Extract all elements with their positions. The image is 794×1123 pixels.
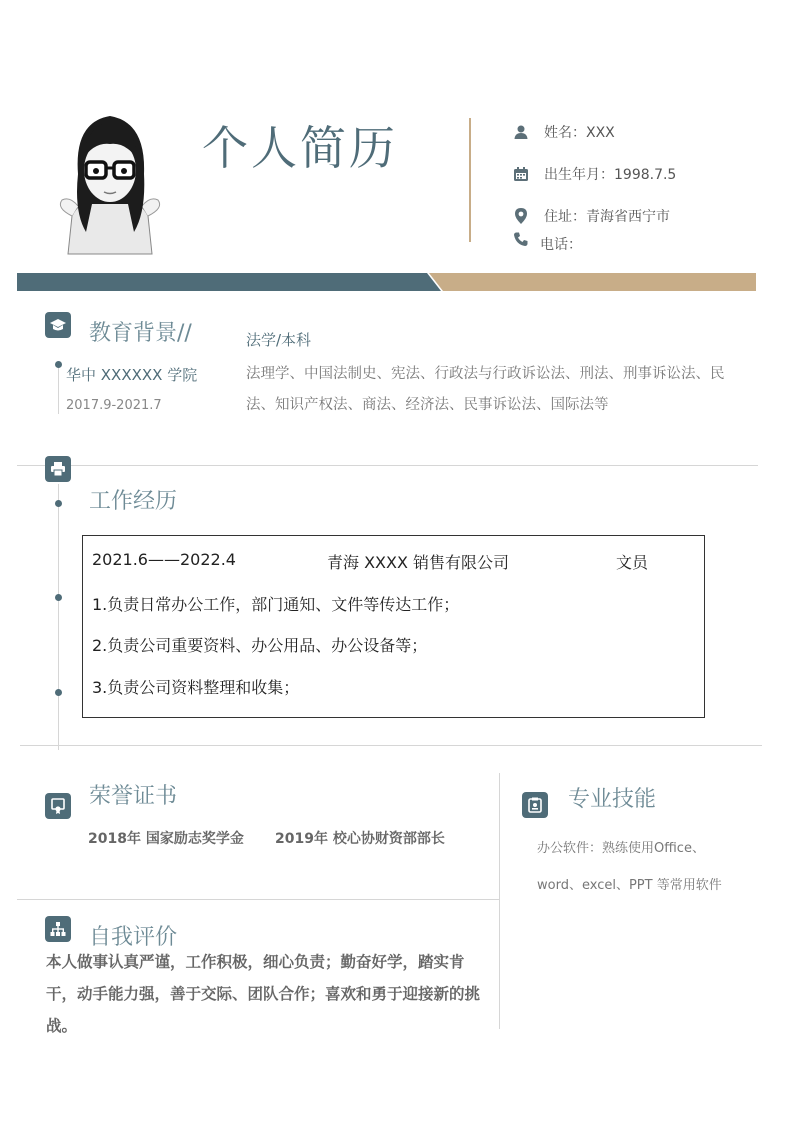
- info-phone: 电话：: [540, 237, 582, 253]
- calendar-icon: [512, 165, 530, 183]
- skill-line: word、excel、PPT 等常用软件: [537, 878, 722, 893]
- education-title: 教育背景//: [89, 321, 192, 346]
- phone-icon: [512, 230, 530, 248]
- badge-icon: [522, 792, 548, 818]
- graduation-cap-icon: [45, 312, 71, 338]
- work-company: 青海 XXXX 销售有限公司: [327, 553, 510, 572]
- work-duty: 1.负责日常办公工作，部门通知、文件等传达工作；: [92, 595, 460, 614]
- education-school: 华中 XXXXXX 学院: [66, 366, 198, 384]
- header-band: [17, 273, 756, 291]
- certificate-icon: [45, 793, 71, 819]
- avatar: [48, 104, 172, 254]
- work-title: 工作经历: [89, 489, 178, 514]
- work-duty: 2.负责公司重要资料、办公用品、办公设备等；: [92, 636, 428, 655]
- skills-title: 专业技能: [568, 787, 657, 812]
- education-courses: 法理学、中国法制史、宪法、行政法与行政诉讼法、刑法、刑事诉讼法、民法、知识产权法、商法、经济法、民事诉讼法、国际法等: [246, 366, 725, 413]
- timeline-line: [58, 368, 59, 414]
- info-name: 姓名：XXX: [512, 120, 615, 144]
- work-position: 文员: [616, 553, 649, 572]
- section-divider: [17, 899, 500, 900]
- org-chart-icon: [45, 916, 71, 942]
- honor-item: 2019年 校心协财资部部长: [275, 831, 445, 847]
- timeline-dot: [55, 361, 62, 368]
- work-period: 2021.6——2022.4: [92, 550, 236, 569]
- work-timeline-line: [58, 484, 59, 750]
- honor-item: 2018年 国家励志奖学金: [88, 831, 244, 847]
- section-divider: [20, 745, 762, 746]
- education-major: 法学/本科: [246, 331, 312, 349]
- person-icon: [512, 123, 530, 141]
- section-divider: [17, 465, 758, 466]
- work-duty: 3.负责公司资料整理和收集；: [92, 678, 300, 697]
- honors-title: 荣誉证书: [89, 784, 178, 809]
- printer-icon: [45, 456, 71, 482]
- self-title: 自我评价: [89, 925, 178, 950]
- info-address: 住址：青海省西宁市: [512, 204, 670, 228]
- timeline-dot: [55, 689, 62, 696]
- education-period: 2017.9-2021.7: [66, 398, 162, 413]
- self-evaluation: 本人做事认真严谨，工作积极，细心负责；勤奋好学，踏实肯干，动手能力强，善于交际、团队合作；喜欢和勇于迎接新的挑战。: [46, 953, 481, 1035]
- page-title: 个人简历: [202, 121, 398, 175]
- column-divider: [499, 773, 500, 1029]
- header-divider: [469, 118, 471, 242]
- skill-line: 办公软件：熟练使用Office、: [537, 841, 705, 856]
- timeline-dot: [55, 500, 62, 507]
- info-birth: 出生年月：1998.7.5: [512, 162, 676, 186]
- timeline-dot: [55, 594, 62, 601]
